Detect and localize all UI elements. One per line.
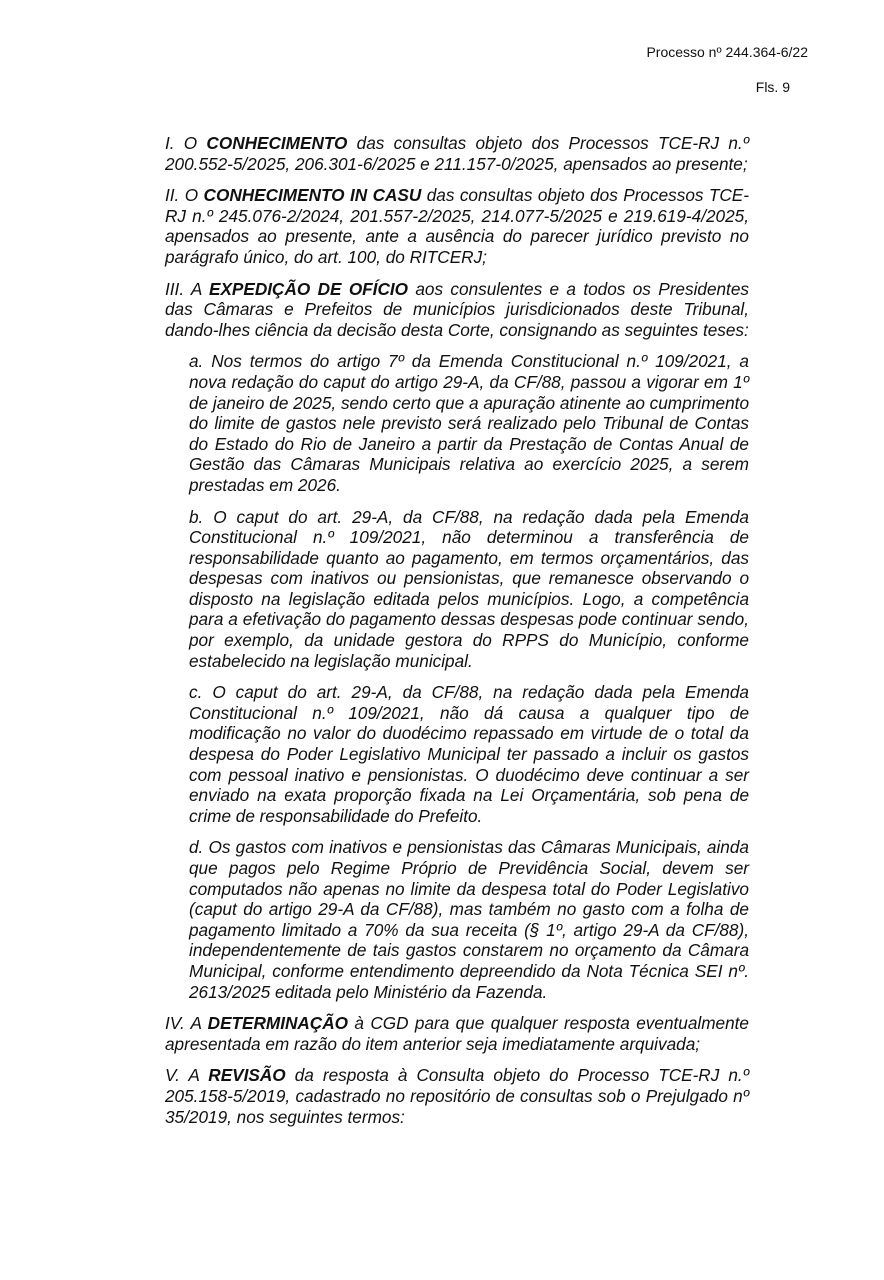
- item-iii-heading: EXPEDIÇÃO DE OFÍCIO: [209, 278, 409, 299]
- item-iv-prefix: IV. A: [165, 1013, 208, 1034]
- thesis-b: b. O caput do art. 29-A, da CF/88, na redação dada pela Emenda Constitucional n.º 109/2021, não determinou a transferência de responsabilidade quanto ao pagamento, em termos orçamentários, das despesas com inativos ou pensionistas, que remanesce observando o disposto na legislação editada pelos municípios. Logo, a competência para a efetivação do pagamento dessas despesas pode continuar sendo, por exemplo, da unidade gestora do RPPS do Município, conforme estabelecido na legislação municipal.: [189, 506, 749, 671]
- process-number: Processo nº 244.364-6/22: [646, 44, 808, 60]
- item-ii: [165, 185, 749, 267]
- item-iii: [165, 279, 749, 341]
- item-i-text: das consultas objeto dos Processos TCE-RJ n.º 200.552-5/2025, 206.301-6/2025 e 211.157-0/2025, apensados ao presente;: [165, 133, 749, 174]
- item-v-text: da resposta à Consulta objeto do Processo TCE-RJ n.º 205.158-5/2019, cadastrado no repositório de consultas sob o Prejulgado nº 35/2019, nos seguintes termos:: [165, 1065, 749, 1127]
- thesis-d: d. Os gastos com inativos e pensionistas das Câmaras Municipais, ainda que pagos pelo Regime Próprio de Previdência Social, devem ser computados não apenas no limite da despesa total do Poder Legislativo (caput do artigo 29-A da CF/88), mas também no gasto com a folha de pagamento limitado a 70% da sua receita (§ 1º, artigo 29-A da CF/88), independentemente de tais gastos constarem no orçamento da Câmara Municipal, conforme entendimento depreendido da Nota Técnica SEI nº. 2613/2025 editada pelo Ministério da Fazenda.: [189, 837, 749, 1002]
- item-iii-prefix: III. A: [165, 278, 209, 299]
- item-v-heading: REVISÃO: [208, 1065, 286, 1086]
- item-ii-heading: CONHECIMENTO IN CASU: [203, 185, 422, 206]
- document-body: [165, 133, 749, 1138]
- item-v: [165, 1065, 749, 1127]
- item-ii-prefix: II. O: [165, 185, 204, 206]
- item-iii-text: aos consulentes e a todos os Presidentes das Câmaras e Prefeitos de municípios jurisdicionados deste Tribunal, dando-lhes ciência da decisão desta Corte, consignando as seguintes teses:: [165, 278, 749, 340]
- item-v-prefix: V. A: [165, 1065, 209, 1086]
- thesis-a: a. Nos termos do artigo 7º da Emenda Constitucional n.º 109/2021, a nova redação do caput do artigo 29-A, da CF/88, passou a vigorar em 1º de janeiro de 2025, sendo certo que a apuração atinente ao cumprimento do limite de gastos nele previsto será realizado pelo Tribunal de Contas do Estado do Rio de Janeiro a partir da Prestação de Contas Anual de Gestão das Câmaras Municipais relativa ao exercício 2025, a serem prestadas em 2026.: [189, 351, 749, 495]
- page-folio: Fls. 9: [755, 79, 790, 95]
- item-i: [165, 133, 749, 174]
- item-iv-text: à CGD para que qualquer resposta eventualmente apresentada em razão do item anterior seja imediatamente arquivada;: [165, 1013, 749, 1054]
- item-i-heading: CONHECIMENTO: [206, 133, 348, 153]
- item-i-prefix: I. O: [165, 133, 207, 153]
- item-ii-text: das consultas objeto dos Processos TCE-RJ n.º 245.076-2/2024, 201.557-2/2025, 214.077-5/2025 e 219.619-4/2025, apensados ao presente, ante a ausência do parecer jurídico previsto no parágrafo único, do art. 100, do RITCERJ;: [165, 185, 749, 267]
- item-iv: [165, 1013, 749, 1054]
- thesis-c: c. O caput do art. 29-A, da CF/88, na redação dada pela Emenda Constitucional n.º 109/2021, não dá causa a qualquer tipo de modificação no valor do duodécimo repassado em virtude de o total da despesa do Poder Legislativo Municipal ter passado a incluir os gastos com pessoal inativo e pensionistas. O duodécimo deve continuar a ser enviado na exata proporção fixada na Lei Orçamentária, sob pena de crime de responsabilidade do Prefeito.: [189, 682, 749, 826]
- item-iv-heading: DETERMINAÇÃO: [207, 1013, 349, 1034]
